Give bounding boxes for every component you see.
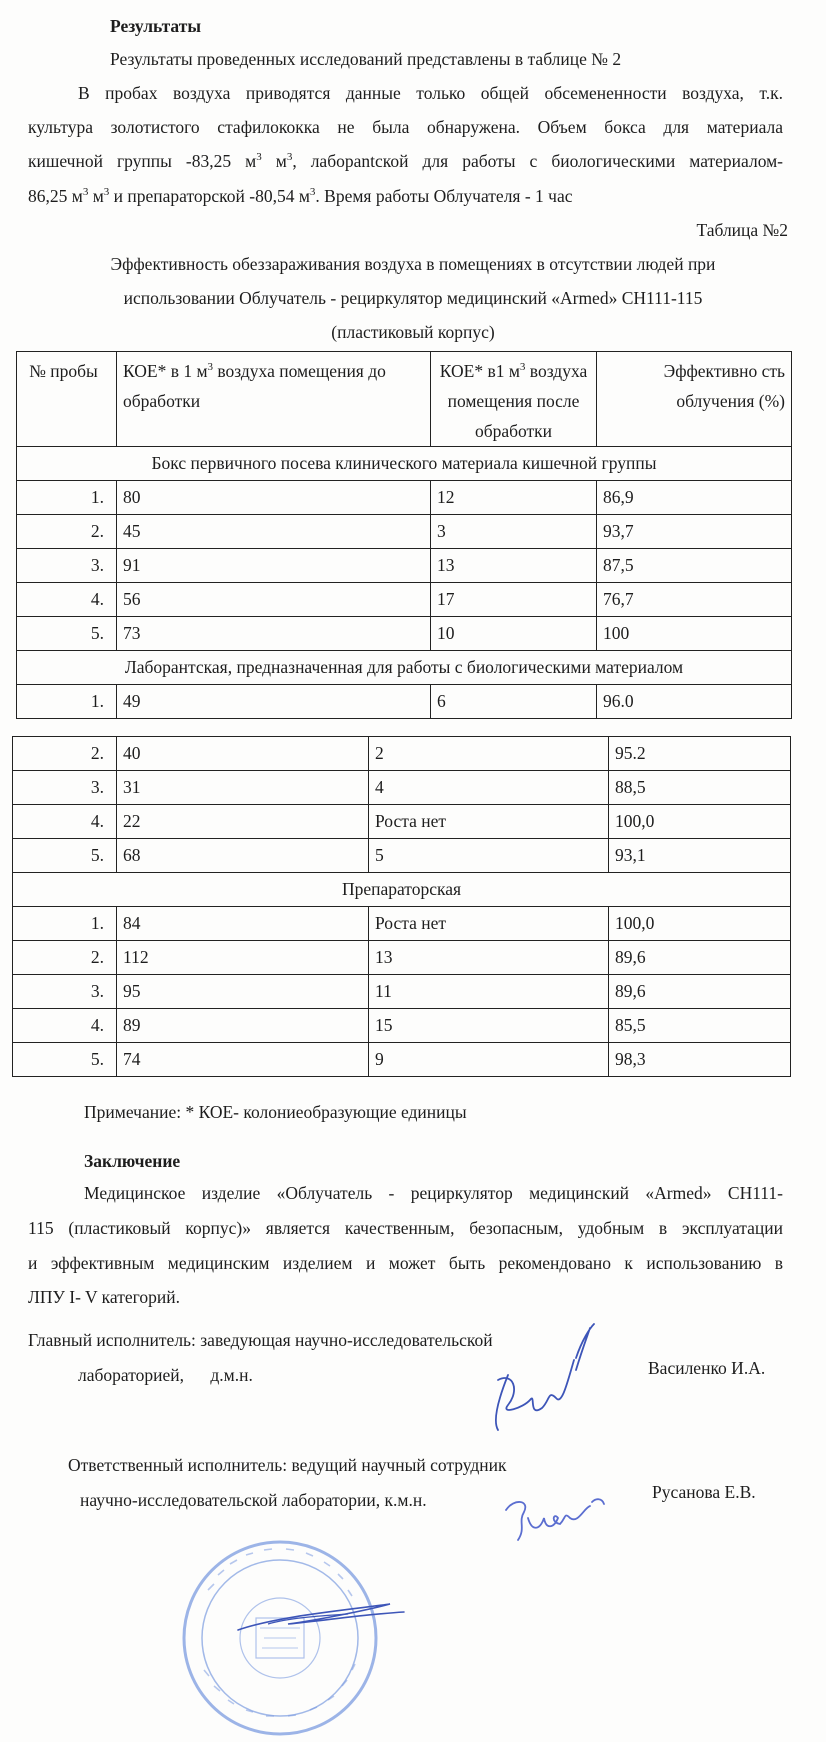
chief-name: Василенко И.А. bbox=[648, 1358, 766, 1378]
conclusion-heading: Заключение bbox=[84, 1151, 181, 1171]
results-paragraph-line-1: В пробах воздуха приводятся данные только общей обсемененности воздуха, т.к. bbox=[78, 83, 783, 103]
cfu-before-cell: 89 bbox=[117, 1009, 369, 1043]
sample-number-cell: 2. bbox=[13, 941, 117, 975]
efficiency-cell: 87,5 bbox=[597, 549, 792, 583]
conclusion-line-2: 115 (пластиковый корпус)» является качественным, безопасным, удобным в эксплуатации bbox=[28, 1218, 783, 1238]
cfu-after-cell: Роста нет bbox=[369, 805, 609, 839]
round-stamp-image bbox=[168, 1520, 408, 1740]
conclusion-line-4: ЛПУ I- V категорий. bbox=[28, 1287, 180, 1307]
table-label: Таблица №2 bbox=[696, 220, 788, 240]
efficiency-cell: 89,6 bbox=[609, 975, 791, 1009]
responsible-signature-image bbox=[500, 1488, 610, 1548]
cfu-after-cell: 9 bbox=[369, 1043, 609, 1077]
sample-number-cell: 3. bbox=[13, 975, 117, 1009]
sample-number-cell: 4. bbox=[13, 1009, 117, 1043]
results-heading: Результаты bbox=[110, 16, 201, 36]
cfu-after-cell: 2 bbox=[369, 737, 609, 771]
conclusion-line-1: Медицинское изделие «Облучатель - рециркулятор медицинский «Armed» СН111- bbox=[84, 1183, 783, 1203]
table-row bbox=[13, 771, 791, 805]
cfu-after-cell: 15 bbox=[369, 1009, 609, 1043]
sample-number-cell: 3. bbox=[13, 771, 117, 805]
section-row bbox=[17, 447, 792, 481]
cfu-before-cell: 73 bbox=[117, 617, 431, 651]
chief-signature-image bbox=[478, 1320, 598, 1440]
table-title-line-2: использовании Облучатель - рециркулятор медицинский «Armed» СН111-115 bbox=[123, 288, 703, 308]
sample-number-cell: 5. bbox=[17, 617, 117, 651]
chief-position-line-2: лабораторией, д.м.н. bbox=[78, 1365, 253, 1385]
responsible-position-line-1: Ответственный исполнитель: ведущий научный сотрудник bbox=[68, 1455, 507, 1475]
section-title-cell: Лаборантская, предназначенная для работы с биологическими материалом bbox=[17, 651, 792, 685]
efficiency-cell: 95.2 bbox=[609, 737, 791, 771]
table-row bbox=[17, 617, 792, 651]
table-header-row bbox=[17, 352, 792, 447]
results-table-part-1 bbox=[16, 351, 792, 719]
header-cfu-after: КОЕ* в1 $м^3$ воздуха помещения после обработки bbox=[431, 352, 597, 447]
efficiency-cell: 76,7 bbox=[597, 583, 792, 617]
cfu-after-cell: 4 bbox=[369, 771, 609, 805]
sample-number-cell: 5. bbox=[13, 839, 117, 873]
efficiency-cell: 89,6 bbox=[609, 941, 791, 975]
sample-number-cell: 1. bbox=[17, 685, 117, 719]
responsible-position-line-2: научно-исследовательской лаборатории, к.м.н. bbox=[80, 1490, 427, 1510]
sample-number-cell: 1. bbox=[13, 907, 117, 941]
section-title-cell: Препараторская bbox=[13, 873, 791, 907]
cfu-after-cell: 6 bbox=[431, 685, 597, 719]
section-row bbox=[13, 873, 791, 907]
efficiency-cell: 85,5 bbox=[609, 1009, 791, 1043]
table-title-line-3: (пластиковый корпус) bbox=[331, 322, 495, 342]
section-title-cell: Бокс первичного посева клинического материала кишечной группы bbox=[17, 447, 792, 481]
cfu-before-cell: 31 bbox=[117, 771, 369, 805]
efficiency-cell: 88,5 bbox=[609, 771, 791, 805]
sample-number-cell: 5. bbox=[13, 1043, 117, 1077]
results-intro: Результаты проведенных исследований представлены в таблице № 2 bbox=[110, 49, 622, 69]
cfu-before-cell: 91 bbox=[117, 549, 431, 583]
sample-number-cell: 4. bbox=[13, 805, 117, 839]
cfu-before-cell: 22 bbox=[117, 805, 369, 839]
table-note: Примечание: * КОЕ- колониеобразующие единицы bbox=[84, 1102, 467, 1122]
table-row bbox=[13, 907, 791, 941]
efficiency-cell: 100,0 bbox=[609, 907, 791, 941]
cfu-after-cell: 11 bbox=[369, 975, 609, 1009]
cfu-before-cell: 74 bbox=[117, 1043, 369, 1077]
results-table-part-2 bbox=[12, 736, 791, 1077]
table-row bbox=[13, 1009, 791, 1043]
efficiency-cell: 100,0 bbox=[609, 805, 791, 839]
table-row bbox=[13, 941, 791, 975]
table-row bbox=[13, 737, 791, 771]
cfu-after-cell: 17 bbox=[431, 583, 597, 617]
cfu-before-cell: 68 bbox=[117, 839, 369, 873]
efficiency-cell: 93,7 bbox=[597, 515, 792, 549]
cfu-before-cell: 40 bbox=[117, 737, 369, 771]
efficiency-cell: 93,1 bbox=[609, 839, 791, 873]
header-sample-number: № пробы bbox=[17, 352, 117, 447]
table-row bbox=[13, 805, 791, 839]
sample-number-cell: 2. bbox=[13, 737, 117, 771]
sample-number-cell: 2. bbox=[17, 515, 117, 549]
sample-number-cell: 4. bbox=[17, 583, 117, 617]
cfu-before-cell: 84 bbox=[117, 907, 369, 941]
cfu-before-cell: 112 bbox=[117, 941, 369, 975]
cfu-after-cell: 3 bbox=[431, 515, 597, 549]
cfu-after-cell: 13 bbox=[431, 549, 597, 583]
table-row bbox=[17, 549, 792, 583]
efficiency-cell: 96.0 bbox=[597, 685, 792, 719]
sample-number-cell: 1. bbox=[17, 481, 117, 515]
table-row bbox=[17, 515, 792, 549]
table-row bbox=[17, 685, 792, 719]
table-row bbox=[13, 839, 791, 873]
conclusion-line-3: и эффективным медицинским изделием и может быть рекомендовано к использованию в bbox=[28, 1253, 783, 1273]
results-paragraph-line-4: 86,25 $м^3$ $м^3$ и препараторской -80,54 $м^3$. Время работы Облучателя - 1 час bbox=[28, 186, 573, 206]
cfu-after-cell: 13 bbox=[369, 941, 609, 975]
header-cfu-before: КОЕ* в 1 $м^3$ воздуха помещения до обработки bbox=[117, 352, 431, 447]
chief-position-line-1: Главный исполнитель: заведующая научно-исследовательской bbox=[28, 1330, 493, 1350]
cfu-after-cell: 10 bbox=[431, 617, 597, 651]
cfu-before-cell: 49 bbox=[117, 685, 431, 719]
table-row bbox=[17, 583, 792, 617]
cfu-before-cell: 45 bbox=[117, 515, 431, 549]
cfu-before-cell: 95 bbox=[117, 975, 369, 1009]
efficiency-cell: 86,9 bbox=[597, 481, 792, 515]
results-paragraph-line-3: кишечной группы -83,25 $м^3$ $м^3$, лабораntской для работы с биологическими материалом- bbox=[28, 151, 784, 171]
header-efficiency: Эффективно сть облучения (%) bbox=[597, 352, 792, 447]
cfu-before-cell: 56 bbox=[117, 583, 431, 617]
results-paragraph-line-2: культура золотистого стафилококка не была обнаружена. Объем бокса для материала bbox=[28, 117, 783, 137]
cfu-after-cell: Роста нет bbox=[369, 907, 609, 941]
efficiency-cell: 98,3 bbox=[609, 1043, 791, 1077]
cfu-after-cell: 5 bbox=[369, 839, 609, 873]
cfu-before-cell: 80 bbox=[117, 481, 431, 515]
cfu-after-cell: 12 bbox=[431, 481, 597, 515]
table-title-line-1: Эффективность обеззараживания воздуха в помещениях в отсутствии людей при bbox=[110, 254, 716, 274]
table-row bbox=[13, 975, 791, 1009]
responsible-name: Русанова Е.В. bbox=[652, 1482, 756, 1502]
sample-number-cell: 3. bbox=[17, 549, 117, 583]
table-row bbox=[17, 481, 792, 515]
table-row bbox=[13, 1043, 791, 1077]
section-row bbox=[17, 651, 792, 685]
efficiency-cell: 100 bbox=[597, 617, 792, 651]
